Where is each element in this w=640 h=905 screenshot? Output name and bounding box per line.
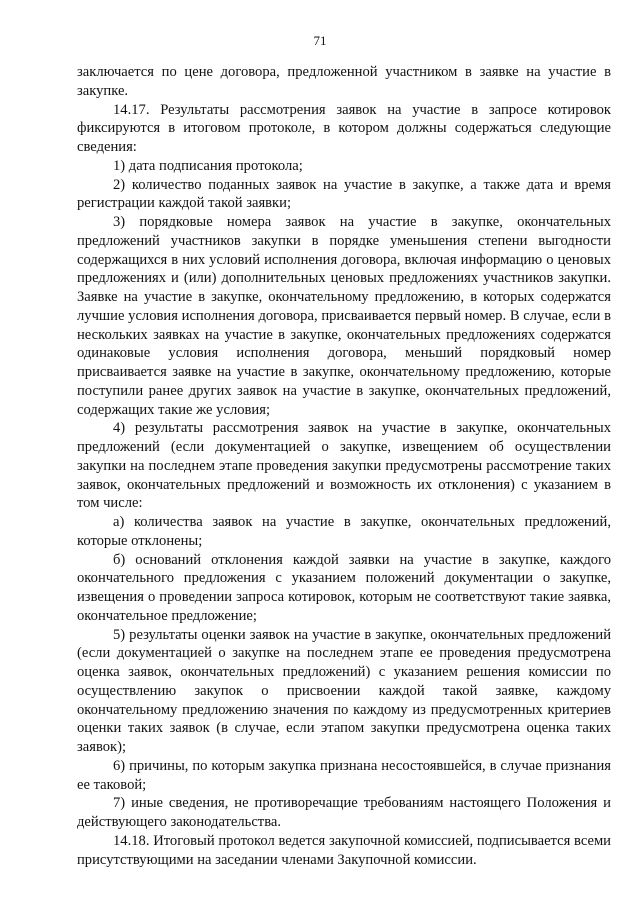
list-item-1: 1) дата подписания протокола;	[113, 157, 303, 174]
list-item-7: 7) иные сведения, не противоречащие требованиям настоящего Положения и действующего законодательства.	[77, 795, 611, 830]
paragraph-continuation: заключается по цене договора, предложенной участником в заявке на участие в закупке.	[77, 64, 611, 99]
list-subitem-b: б) оснований отклонения каждой заявки на участие в закупке, каждого окончательного предложения с указанием положений документации о закупке, извещения о проведении запроса котировок, которым не соответствуют такие заявка, окончательное предложение;	[77, 551, 611, 624]
list-item-4: 4) результаты рассмотрения заявок на участие в закупке, окончательных предложений (если документацией о закупке, извещением об осуществлении закупки на последнем этапе проведения закупки предусмотрены рассмотрение таких заявок, окончательных предложений и возможность их отклонения) с указанием в том числе:	[77, 420, 611, 512]
document-body	[77, 63, 611, 869]
list-subitem-a: а) количества заявок на участие в закупке, окончательных предложений, которые отклонены;	[77, 514, 611, 549]
list-item-6: 6) причины, по которым закупка признана несостоявшейся, в случае признания ее таковой;	[77, 757, 611, 793]
list-item-3: 3) порядковые номера заявок на участие в закупке, окончательных предложений участников закупки в порядке уменьшения степени выгодности содержащихся в них условий исполнения договора, включая информацию о ценовых предложениях и (или) дополнительных ценовых предложениях участников закупки. Заявке на участие в закупке, окончательному предложению, в которых содержатся лучшие условия исполнения договора, присваивается первый номер. В случае, если в нескольких заявках на участие в закупке, окончательных предложениях содержатся одинаковые условия исполнения договора, меньший порядковый номер присваивается заявке на участие в закупке, окончательному предложению, которые поступили ранее других заявок на участие в закупке, окончательных предложений, содержащих такие же условия;	[77, 214, 611, 418]
list-item-2: 2) количество поданных заявок на участие в закупке, а также дата и время регистрации каждой такой заявки;	[77, 176, 611, 212]
page-number: 71	[313, 33, 327, 48]
paragraph-14-17: 14.17. Результаты рассмотрения заявок на участие в запросе котировок фиксируются в итоговом протоколе, в котором должны содержаться следующие сведения:	[77, 101, 611, 155]
list-item-5: 5) результаты оценки заявок на участие в закупке, окончательных предложений (если документацией о закупке на последнем этапе ее проведения предусмотрена оценка заявок, окончательных предложений) с указанием решения комиссии по осуществлению закупок о присвоении каждой такой заявке, каждому окончательному предложению значения по каждому из предусмотренных критериев оценки таких заявок (в случае, если этапом закупки предусмотрена оценка таких заявок);	[77, 626, 611, 755]
paragraph-14-18: 14.18. Итоговый протокол ведется закупочной комиссией, подписывается всеми присутствующими на заседании членами Закупочной комиссии.	[77, 832, 611, 868]
